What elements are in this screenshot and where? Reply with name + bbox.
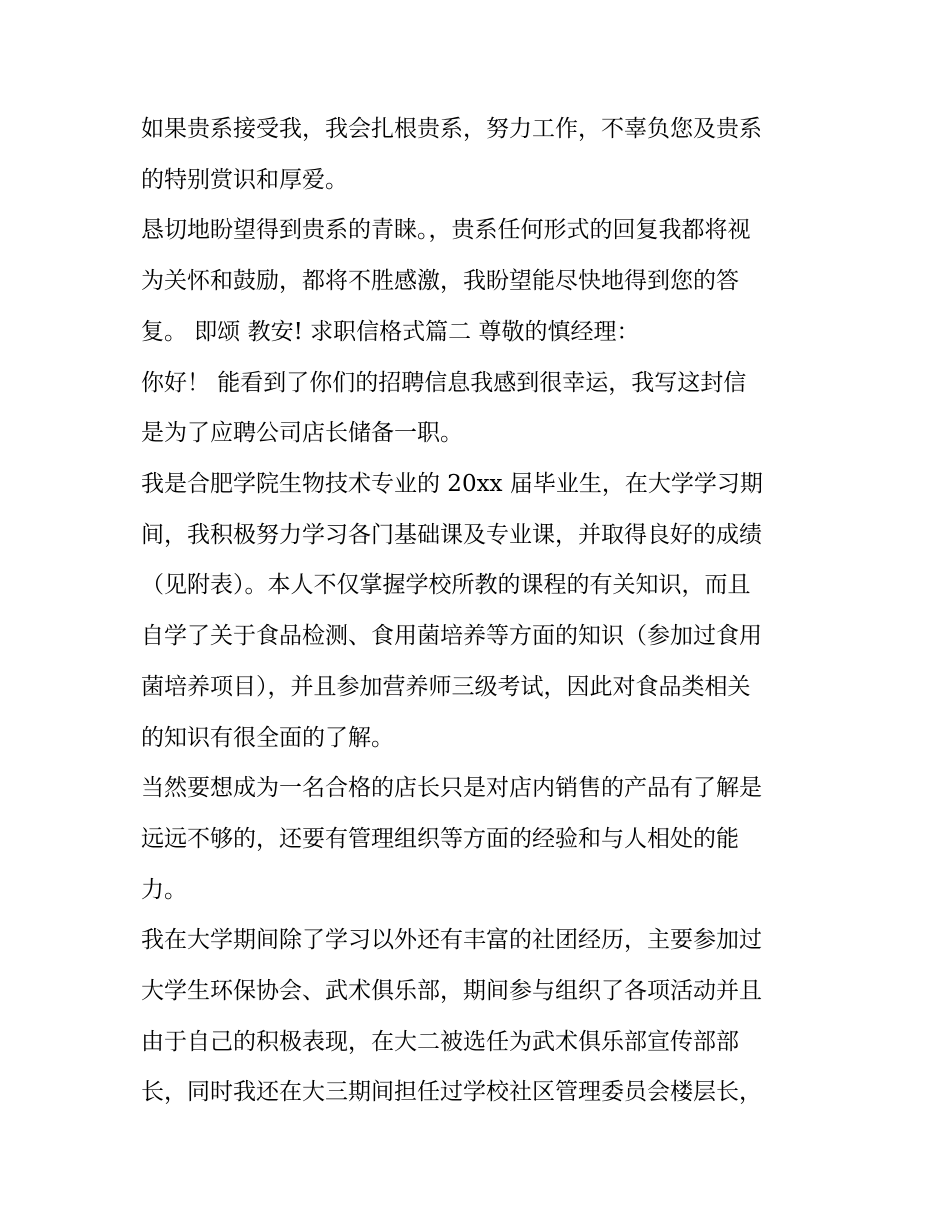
text-line: 长，同时我还在大三期间担任过学校社区管理委员会楼层长，	[141, 1079, 762, 1105]
text-line: （见附表）。本人不仅掌握学校所教的课程的有关知识，而且	[141, 572, 751, 598]
text-line: 我在大学期间除了学习以外还有丰富的社团经历，主要参加过	[141, 927, 762, 953]
text-line: 力。	[141, 877, 187, 903]
text-line: 恳切地盼望得到贵系的青睐。，贵系任何形式的回复我都将视	[141, 217, 751, 243]
text-line: 由于自己的积极表现，在大二被选任为武术俱乐部宣传部部	[141, 1029, 739, 1055]
text-line: 是为了应聘公司店长储备一职。	[141, 420, 463, 446]
text-line: 间，我积极努力学习各门基础课及专业课，并取得良好的成绩	[141, 522, 762, 548]
text-line: 大学生环保协会、武术俱乐部，期间参与组织了各项活动并且	[141, 978, 762, 1004]
text-line: 如果贵系接受我，我会扎根贵系，努力工作，不辜负您及贵系	[141, 116, 762, 142]
text-line: 你好！ 能看到了你们的招聘信息我感到很幸运，我写这封信	[141, 370, 747, 396]
text-line: 菌培养项目），并且参加营养师三级考试，因此对食品类相关	[141, 674, 751, 700]
text-line: 的特别赏识和厚爱。	[141, 167, 348, 193]
text-line: 自学了关于食品检测、食用菌培养等方面的知识（参加过食用	[141, 623, 762, 649]
text-line: 远远不够的，还要有管理组织等方面的经验和与人相处的能	[141, 826, 739, 852]
text-line: 我是合肥学院生物技术专业的 20xx 届毕业生，在大学学习期	[141, 471, 763, 497]
text-line: 为关怀和鼓励，都将不胜感激，我盼望能尽快地得到您的答	[141, 268, 739, 294]
text-line: 的知识有很全面的了解。	[141, 725, 394, 751]
text-line: 复。 即颂 教安! 求职信格式篇二 尊敬的慎经理：	[141, 319, 640, 345]
text-line: 当然要想成为一名合格的店长只是对店内销售的产品有了解是	[141, 775, 762, 801]
